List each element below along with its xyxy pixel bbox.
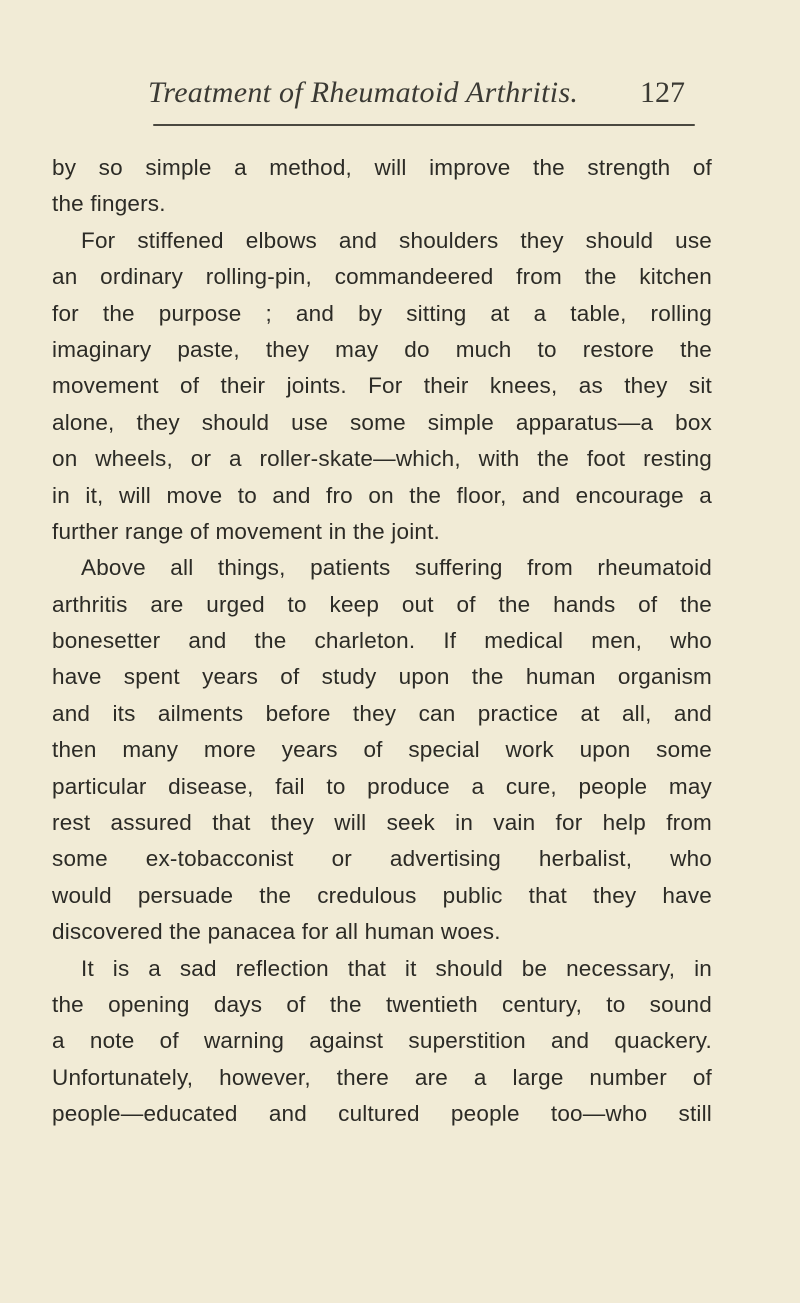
- text-line: for the purpose ; and by sitting at a table, rolling: [52, 300, 712, 326]
- text-line: on wheels, or a roller-skate—which, with the foot resting: [52, 446, 712, 472]
- text-line: bonesetter and the charleton. If medical men, who: [52, 628, 712, 654]
- text-line: alone, they should use some simple apparatus—a box: [52, 409, 712, 435]
- text-line: have spent years of study upon the human organism: [52, 664, 712, 690]
- body-text: [52, 150, 712, 1133]
- text-line: movement of their joints. For their knees, as they sit: [52, 373, 712, 399]
- text-line: Unfortunately, however, there are a large number of: [52, 1064, 712, 1090]
- running-title: Treatment of Rheumatoid Arthritis.: [148, 76, 579, 109]
- text-line: people—educated and cultured people too—who still: [52, 1101, 712, 1127]
- header-rule: [153, 124, 695, 126]
- text-line: Above all things, patients suffering from rheumatoid: [81, 555, 712, 581]
- text-line: discovered the panacea for all human woes.: [52, 919, 501, 945]
- text-line: and its ailments before they can practice at all, and: [52, 700, 712, 726]
- text-line: an ordinary rolling-pin, commandeered from the kitchen: [52, 264, 712, 290]
- text-line: further range of movement in the joint.: [52, 518, 441, 544]
- text-line: imaginary paste, they may do much to restore the: [52, 336, 712, 362]
- text-line: the opening days of the twentieth century, to sound: [52, 991, 712, 1017]
- text-line: a note of warning against superstition and quackery.: [52, 1028, 712, 1054]
- text-line: For stiffened elbows and shoulders they should use: [81, 227, 712, 253]
- text-line: then many more years of special work upon some: [52, 737, 712, 763]
- running-head: [0, 70, 800, 120]
- text-line: the fingers.: [52, 191, 166, 217]
- page-number: 127: [640, 76, 685, 109]
- text-line: rest assured that they will seek in vain for help from: [52, 810, 712, 836]
- text-line: in it, will move to and fro on the floor, and encourage a: [52, 482, 712, 508]
- text-line: some ex-tobacconist or advertising herbalist, who: [52, 846, 712, 872]
- text-line: particular disease, fail to produce a cure, people may: [52, 773, 712, 799]
- text-line: by so simple a method, will improve the strength of: [52, 155, 712, 180]
- text-line: would persuade the credulous public that they have: [52, 882, 712, 908]
- text-line: It is a sad reflection that it should be necessary, in: [81, 955, 712, 981]
- text-line: arthritis are urged to keep out of the hands of the: [52, 591, 712, 617]
